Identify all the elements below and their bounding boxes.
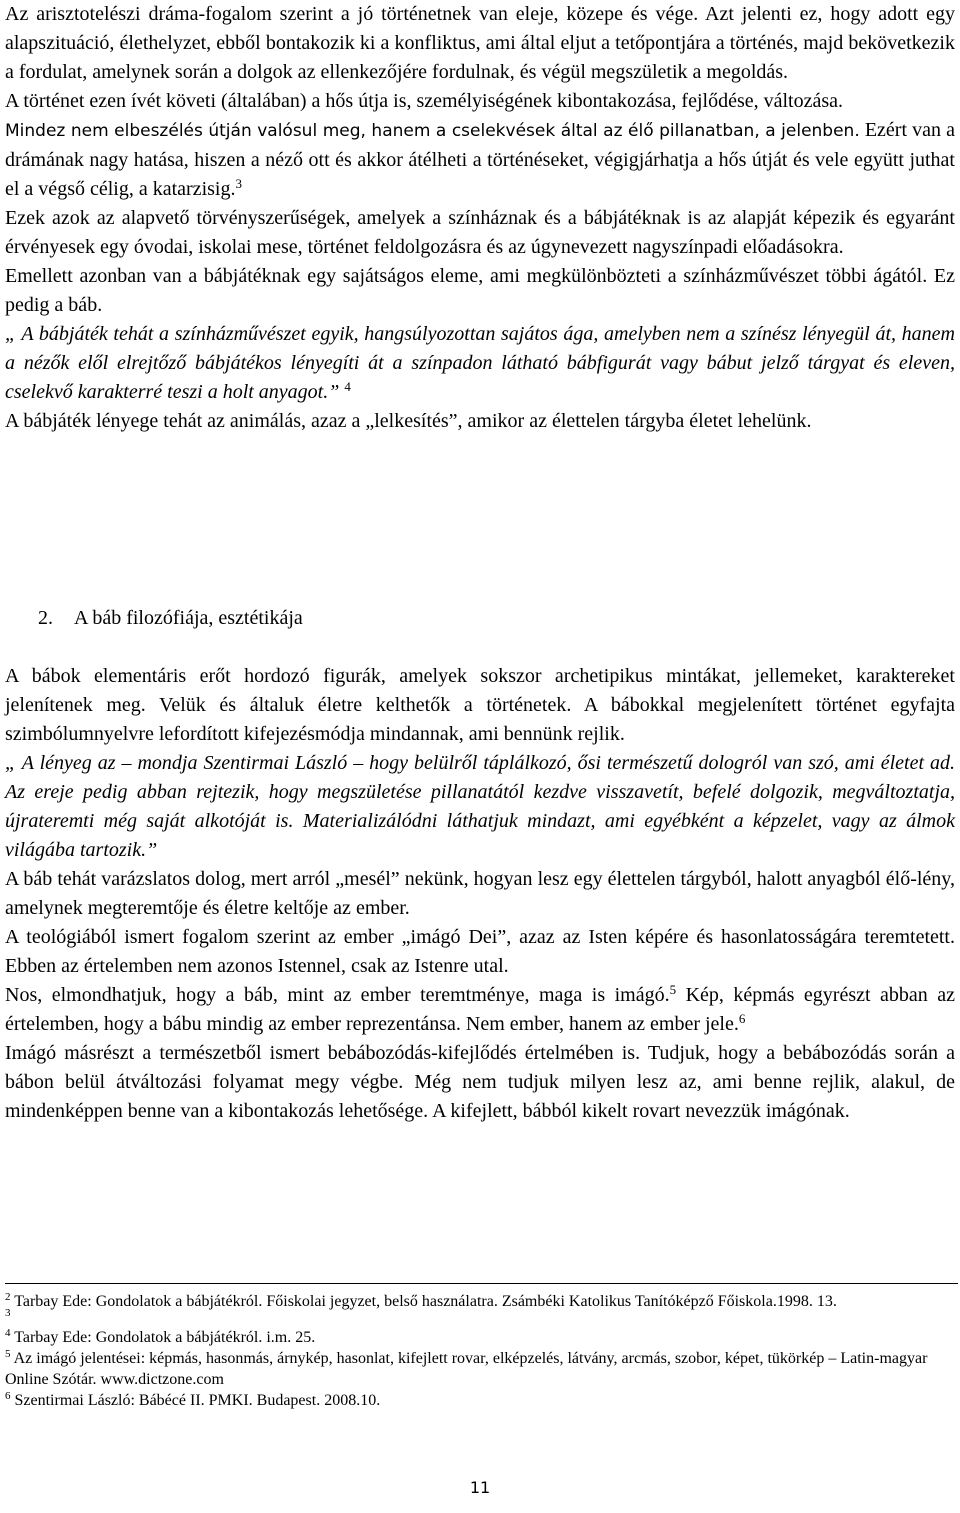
- section-title: A báb filozófiája, esztétikája: [74, 607, 303, 629]
- paragraph: [5, 204, 955, 262]
- footnote: [5, 1348, 955, 1390]
- footnote: [5, 1327, 955, 1348]
- footnote-text: Az imágó jelentései: képmás, hasonmás, árnykép, hasonlat, kifejlett rovar, elképzelés, látvány, arcmás, szobor, képet, tükörkép – Latin-magyar Online Szótár. www.dictzone.com: [5, 1350, 928, 1388]
- footnote-number: 3: [5, 1307, 11, 1319]
- paragraph: [5, 407, 955, 436]
- quotation-text: „ A bábjáték tehát a színházművészet egyik, hangsúlyozottan sajátos ága, amelyben nem a színész lényegül át, hanem a nézők elől elrejtőző bábjátékos lényegíti át a színpadon látható bábfigurát vagy bábut jelző tárgyat és eleven, cselekvő karakterré teszi a holt anyagot.”: [5, 323, 955, 403]
- text-run: A teológiából ismert fogalom szerint az ember „imágó Dei”, azaz az Isten képére és hasonlatosságára teremtetett. Ebben az értelemben nem azonos Istennel, csak az Istenre utal.: [5, 926, 955, 977]
- footnote-separator: [5, 1283, 958, 1284]
- paragraph: [5, 749, 955, 865]
- paragraph: [5, 320, 955, 407]
- text-run: Az arisztotelészi dráma-fogalom szerint a jó történetnek van eleje, közepe és vége. Azt jelenti ez, hogy adott egy alapszituáció, élethelyzet, ebből bontakozik ki a konfliktus, ami által eljut a tetőpontjára a történés, majd bekövetkezik a fordulat, amelynek során a dolgok az ellenkezőjére fordulnak, és végül megszületik a megoldás.: [5, 3, 955, 83]
- footnote-number: 2: [5, 1291, 11, 1303]
- section-number: 2.: [38, 607, 53, 629]
- footnote: [5, 1307, 955, 1327]
- paragraph: [5, 116, 955, 204]
- text-run: Emellett azonban van a bábjátéknak egy sajátságos eleme, ami megkülönbözteti a színházművészet többi ágától. Ez pedig a báb.: [5, 265, 955, 316]
- text-run: A bábok elementáris erőt hordozó figurák, amelyek sokszor archetipikus mintákat, jellemeket, karaktereket jelenítenek meg. Velük és általuk életre kelthetők a történetek. A bábokkal megjelenített történet egyfajta szimbólumnyelvre lefordított kifejezésmódja mindannak, ami bennünk rejlik.: [5, 665, 955, 745]
- text-run: Ezek azok az alapvető törvényszerűségek, amelyek a színháznak és a bábjátéknak is az alapját képezik és egyaránt érvényesek egy óvodai, iskolai mese, történet feldolgozásra és az úgynevezett nagyszínpadi előadásokra.: [5, 207, 955, 258]
- body-text-top: [5, 0, 955, 436]
- text-run: A történet ezen ívét követi (általában) a hős útja is, személyiségének kibontakozása, fejlődése, változása.: [5, 90, 844, 112]
- quotation-text: „ A lényeg az – mondja Szentirmai László – hogy belülről táplálkozó, ősi természetű dologról van szó, ami életet ad. Az ereje pedig abban rejtezik, hogy megszületése pillanatától kezdve visszavetít, befelé dolgozik, megváltoztatja, újrateremti még saját alkotóját is. Materializálódni láthatjuk mindazt, ami egyébként a képzelet, vagy az álmok világába tartozik.”: [5, 752, 955, 861]
- paragraph: [5, 865, 955, 923]
- section-heading: [38, 604, 303, 633]
- footnote-text: Tarbay Ede: Gondolatok a bábjátékról. Főiskolai jegyzet, belső használatra. Zsámbéki Katolikus Tanítóképző Főiskola.1998. 13.: [14, 1293, 837, 1310]
- text-run: Kép, képmás egyrészt abban az értelemben, hogy a bábu mindig az ember reprezentánsa. Nem ember, hanem az ember jele.: [5, 984, 956, 1035]
- text-run: Ezért van a drámának nagy hatása, hiszen a néző ott és akkor átélheti a történéseket, végigjárhatja a hős útját és vele együtt juthat el a végső célig, a katarzisig.: [5, 119, 955, 200]
- footnote-text: Tarbay Ede: Gondolatok a bábjátékról. i.m. 25.: [14, 1329, 316, 1346]
- text-run: A bábjáték lényege tehát az animálás, azaz a „lelkesítés”, amikor az élettelen tárgyba életet lehelünk.: [5, 410, 812, 432]
- paragraph: [5, 87, 955, 116]
- paragraph: [5, 981, 955, 1039]
- text-run: Mindez nem elbeszélés útján valósul meg, hanem a cselekvések által az élő pillanatban, a jelenben.: [5, 121, 860, 141]
- footnote-ref: 3: [235, 176, 242, 191]
- footnote-number: 4: [5, 1327, 11, 1339]
- paragraph: [5, 662, 955, 749]
- footnote-number: 6: [5, 1390, 11, 1402]
- footnote-ref: 4: [344, 379, 351, 394]
- paragraph: [5, 923, 955, 981]
- footnote-ref: 5: [669, 982, 677, 997]
- footnote: [5, 1390, 955, 1411]
- body-text-bottom: [5, 662, 955, 1126]
- paragraph: [5, 1039, 955, 1126]
- footnote: [5, 1291, 955, 1312]
- text-run: Imágó másrészt a természetből ismert bebábozódás-kifejlődés értelmében is. Tudjuk, hogy a bebábozódás során a bábon belül átváltozási folyamat megy végbe. Még nem tudjuk milyen lesz az, ami benne rejlik, alakul, de mindenképpen benne van a kibontakozás lehetősége. A kifejlett, bábból kikelt rovart nevezzük imágónak.: [5, 1042, 955, 1122]
- footnote-number: 5: [5, 1348, 11, 1360]
- paragraph: [5, 0, 955, 87]
- paragraph: [5, 262, 955, 320]
- text-run: Nos, elmondhatjuk, hogy a báb, mint az ember teremtménye, maga is imágó.: [5, 984, 670, 1006]
- footnote-ref: 6: [738, 1011, 746, 1026]
- footnotes: [5, 1291, 955, 1411]
- page-number: 11: [469, 1478, 491, 1497]
- text-run: A báb tehát varázslatos dolog, mert arról „mesél” nekünk, hogyan lesz egy élettelen tárgyból, halott anyagból élő-lény, amelynek megteremtője és életre keltője az ember.: [5, 868, 955, 919]
- footnote-text: Szentirmai László: Bábécé II. PMKI. Budapest. 2008.10.: [14, 1392, 381, 1409]
